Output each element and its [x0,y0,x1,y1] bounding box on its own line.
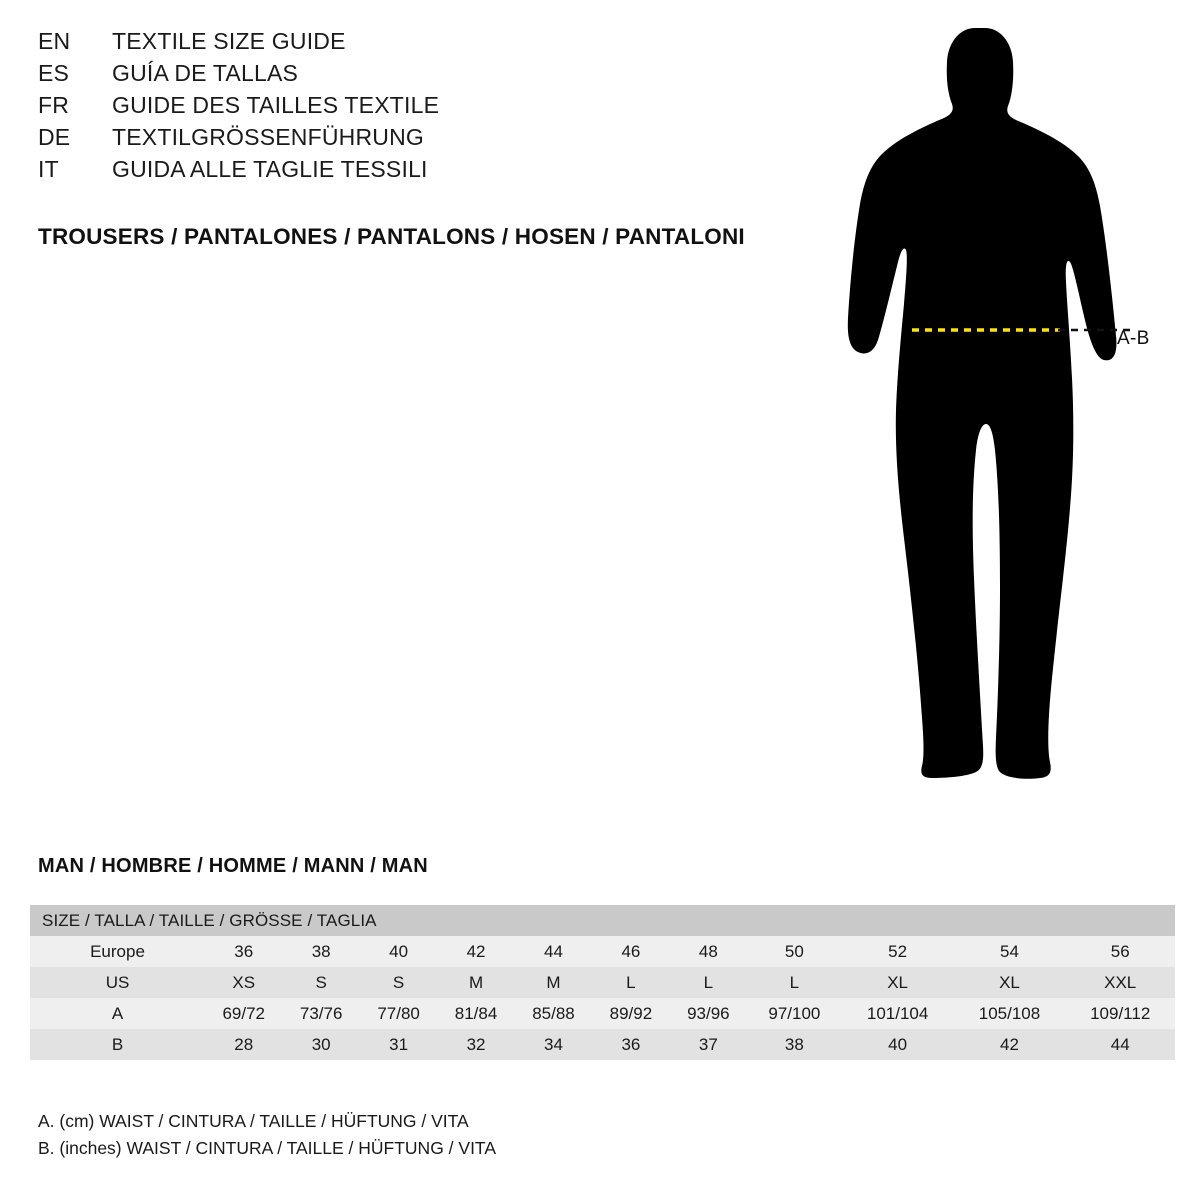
table-row [30,967,1175,998]
table-cell: 93/96 [670,998,747,1029]
table-cell: 56 [1065,936,1175,967]
row-label: B [30,1029,205,1060]
table-cell: 44 [515,936,592,967]
row-label: US [30,967,205,998]
table-cell: XL [842,967,954,998]
table-cell: S [282,967,359,998]
language-code: IT [38,156,59,182]
footnote-b: B. (inches) WAIST / CINTURA / TAILLE / HÜFTUNG / VITA [38,1138,496,1158]
footnotes [38,1108,496,1162]
table-cell: 73/76 [282,998,359,1029]
table-section-title: MAN / HOMBRE / HOMME / MANN / MAN [38,855,428,877]
table-cell: 48 [670,936,747,967]
language-code: ES [38,60,70,86]
table-cell: 97/100 [747,998,842,1029]
table-cell: 50 [747,936,842,967]
table-cell: 32 [437,1029,514,1060]
table-cell: 42 [437,936,514,967]
table-cell: 36 [592,1029,669,1060]
table-cell: 46 [592,936,669,967]
table-cell: 44 [1065,1029,1175,1060]
language-title: GUIDA ALLE TAGLIE TESSILI [112,156,428,182]
table-header-label: SIZE / TALLA / TAILLE / GRÖSSE / TAGLIA [30,905,1175,936]
language-code: EN [38,28,71,54]
table-cell: 85/88 [515,998,592,1029]
table-cell: 36 [205,936,282,967]
table-cell: L [670,967,747,998]
language-code: DE [38,124,71,150]
table-cell: 105/108 [954,998,1066,1029]
language-title: GUIDE DES TAILLES TEXTILE [112,92,440,118]
table-cell: 89/92 [592,998,669,1029]
table-cell: 81/84 [437,998,514,1029]
row-label: A [30,998,205,1029]
language-row [38,28,798,60]
language-code: FR [38,92,70,118]
table-cell: XS [205,967,282,998]
language-row [38,60,798,92]
table-cell: 42 [954,1029,1066,1060]
table-cell: 38 [282,936,359,967]
language-list [38,28,798,188]
table-cell: 28 [205,1029,282,1060]
language-row [38,92,798,124]
table-cell: M [515,967,592,998]
table-cell: L [747,967,842,998]
table-cell: 101/104 [842,998,954,1029]
language-title: TEXTILGRÖSSENFÜHRUNG [112,124,424,150]
table-cell: XXL [1065,967,1175,998]
language-title: GUÍA DE TALLAS [112,60,299,86]
table-cell: 40 [842,1029,954,1060]
table-cell: 38 [747,1029,842,1060]
table-cell: 30 [282,1029,359,1060]
table-row [30,1029,1175,1060]
table-cell: 54 [954,936,1066,967]
table-cell: 34 [515,1029,592,1060]
table-row [30,936,1175,967]
table-cell: 69/72 [205,998,282,1029]
table-cell: 31 [360,1029,437,1060]
table-cell: 77/80 [360,998,437,1029]
language-row [38,156,798,188]
size-table [30,905,1175,1060]
language-row [38,124,798,156]
man-silhouette-icon [800,18,1200,808]
language-title: TEXTILE SIZE GUIDE [112,28,346,54]
garment-type-heading: TROUSERS / PANTALONES / PANTALONS / HOSEN / PANTALONI [38,224,745,249]
row-label: Europe [30,936,205,967]
table-cell: L [592,967,669,998]
table-row [30,998,1175,1029]
figure-illustration [800,18,1200,808]
table-cell: 37 [670,1029,747,1060]
table-cell: S [360,967,437,998]
table-header-row [30,905,1175,936]
table-cell: 52 [842,936,954,967]
table-cell: XL [954,967,1066,998]
table-cell: 40 [360,936,437,967]
measure-label-ab: A-B [1117,328,1150,349]
table-cell: M [437,967,514,998]
table-cell: 109/112 [1065,998,1175,1029]
footnote-a: A. (cm) WAIST / CINTURA / TAILLE / HÜFTUNG / VITA [38,1111,469,1131]
